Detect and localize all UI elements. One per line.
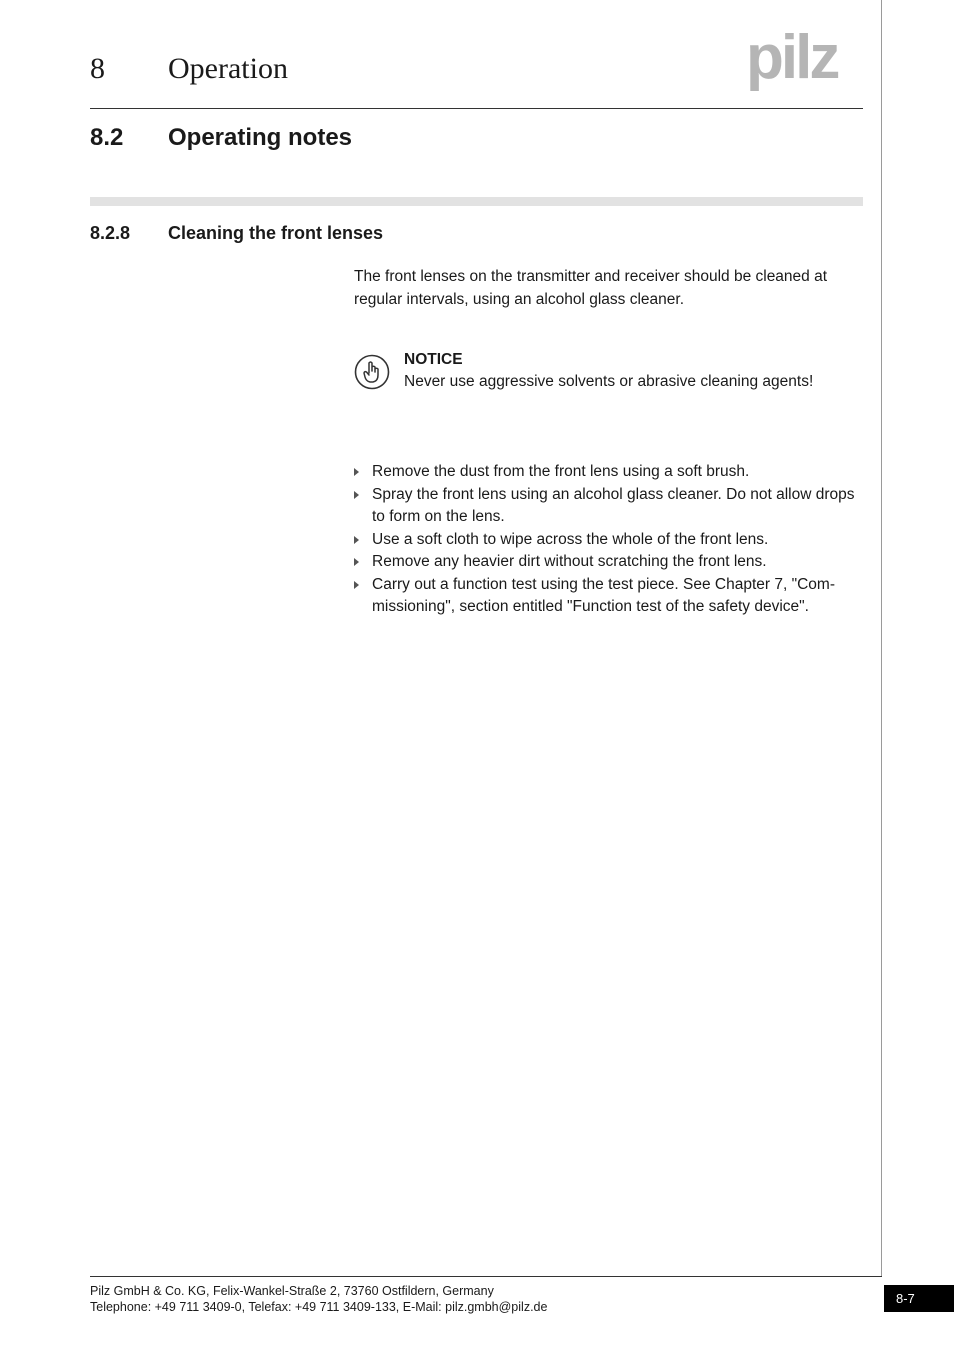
bullet-arrow-icon: [354, 581, 359, 589]
step-text: Use a soft cloth to wipe across the whole of the front lens.: [372, 530, 769, 548]
list-item: [354, 574, 864, 619]
bullet-arrow-icon: [354, 491, 359, 499]
section-number: 8.2: [90, 124, 124, 151]
pilz-logo: [746, 26, 866, 96]
subsection-title: Cleaning the front lenses: [168, 223, 384, 243]
page-margin-rule: [881, 0, 882, 1276]
notice-title: NOTICE: [404, 351, 463, 368]
notice-text: Never use aggressive solvents or abrasive cleaning agents!: [404, 373, 814, 390]
section-title: Operating notes: [168, 124, 353, 151]
chapter-heading: [90, 52, 288, 86]
chapter-title: Operation: [168, 52, 288, 85]
step-text: Remove any heavier dirt without scratching the front lens.: [372, 553, 767, 570]
bullet-arrow-icon: [354, 468, 359, 476]
list-item: [354, 551, 864, 574]
hand-pointing-icon: [354, 354, 390, 390]
footer-rule: [90, 1276, 882, 1277]
list-item: [354, 484, 864, 529]
section-heading: [90, 124, 352, 152]
chapter-number: 8: [90, 52, 105, 85]
step-text: Carry out a function test using the test piece. See Chapter 7, "Com-missioning", section entitled "Function test of the safety device".: [372, 575, 835, 615]
step-text: Remove the dust from the front lens using a soft brush.: [372, 463, 750, 480]
page-number: 8-7: [884, 1285, 954, 1312]
subsection-number: 8.2.8: [90, 223, 131, 243]
header-rule: [90, 108, 863, 109]
list-item: [354, 529, 864, 552]
section-divider-bar: [90, 197, 863, 206]
footer-contact: Telephone: +49 711 3409-0, Telefax: +49 711 3409-133, E-Mail: pilz.gmbh@pilz.de: [90, 1300, 548, 1314]
list-item: [354, 461, 864, 484]
footer-address: Pilz GmbH & Co. KG, Felix-Wankel-Straße 2, 73760 Ostfildern, Germany: [90, 1284, 494, 1298]
step-text: Spray the front lens using an alcohol glass cleaner. Do not allow drops to form on the lens.: [372, 485, 855, 525]
subsection-heading: [90, 223, 383, 244]
footer: [90, 1283, 547, 1315]
bullet-arrow-icon: [354, 536, 359, 544]
cleaning-steps-list: [354, 461, 864, 619]
bullet-arrow-icon: [354, 558, 359, 566]
pilz-logo-text: pilz: [746, 26, 838, 92]
intro-paragraph: The front lenses on the transmitter and receiver should be cleaned at regular intervals, using an alcohol glass cleaner.: [354, 268, 828, 308]
